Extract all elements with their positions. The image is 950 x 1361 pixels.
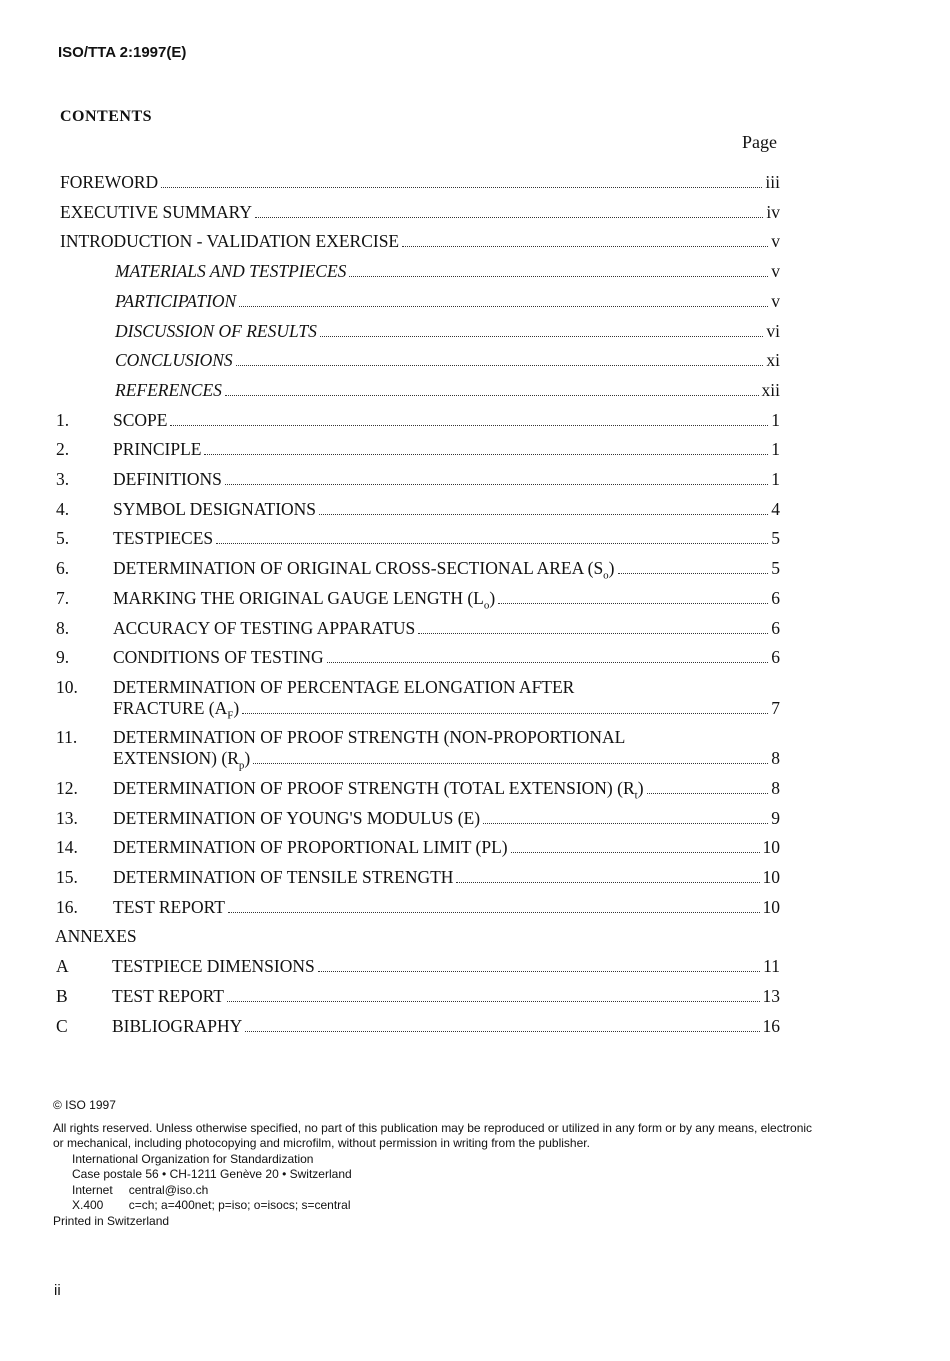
toc-entry-title-text: REFERENCES — [115, 379, 222, 400]
toc-entry-title — [113, 469, 222, 489]
toc-entry-title-suffix: ) — [233, 697, 240, 718]
toc-entry-leader-line — [115, 291, 780, 312]
toc-entry-leader-line — [113, 618, 780, 639]
toc-dot-leader — [255, 216, 763, 218]
printed-in-line: Printed in Switzerland — [53, 1213, 170, 1228]
toc-entry-title-text: DETERMINATION OF YOUNG'S MODULUS (E) — [113, 807, 481, 828]
toc-entry-number: 8. — [56, 617, 70, 638]
copyright-line: © ISO 1997 — [53, 1098, 116, 1112]
toc-entry-title — [113, 618, 415, 638]
toc-entry-leader-line — [115, 380, 780, 401]
toc-entry-leader-line — [113, 698, 780, 726]
toc-section-heading: ANNEXES — [55, 926, 137, 947]
toc-entry-leader-line — [113, 808, 780, 829]
toc-entry-page: 10 — [762, 867, 780, 887]
toc-entry-title-text: SCOPE — [113, 409, 168, 430]
toc-entry-page: 5 — [771, 528, 780, 549]
toc-entry-title — [113, 778, 644, 806]
toc-entry-title-text: DETERMINATION OF ORIGINAL CROSS-SECTIONAL AREA (S — [113, 558, 604, 579]
toc-entry-title-line-1: DETERMINATION OF PROOF STRENGTH (NON-PROPORTIONAL — [113, 727, 626, 748]
toc-entry-title — [115, 350, 233, 370]
toc-entry-subscript: o — [483, 599, 490, 612]
toc-entry-title — [115, 380, 222, 400]
toc-entry-leader-line — [112, 986, 780, 1007]
toc-dot-leader — [242, 712, 768, 714]
toc-entry-subscript: o — [603, 569, 609, 582]
toc-entry-title-text: PRINCIPLE — [113, 439, 202, 460]
toc-entry-title — [113, 808, 480, 828]
toc-dot-leader — [318, 970, 760, 972]
toc-entry-leader-line — [113, 499, 780, 520]
toc-entry-leader-line — [113, 837, 780, 858]
toc-entry-title-text: CONDITIONS OF TESTING — [113, 647, 324, 668]
toc-entry-title — [115, 321, 317, 341]
toc-entry-leader-line — [113, 528, 780, 549]
contact-table — [72, 1183, 367, 1214]
toc-entry-number: 11. — [56, 727, 78, 748]
toc-entry-title-text: TESTPIECES — [113, 528, 214, 549]
toc-entry-page: vi — [766, 320, 780, 341]
toc-entry-subscript: t — [634, 789, 638, 802]
toc-entry-title-text: TEST REPORT — [112, 985, 224, 1006]
toc-entry-title-suffix: ) — [489, 587, 496, 608]
toc-entry-title-text: CONCLUSIONS — [115, 350, 233, 371]
toc-dot-leader — [204, 453, 768, 455]
toc-entry-title — [112, 986, 224, 1006]
toc-entry-title — [60, 172, 158, 192]
toc-entry-page: xi — [766, 350, 780, 371]
toc-entry-title-text: TESTPIECE DIMENSIONS — [112, 956, 315, 977]
toc-entry-leader-line — [113, 558, 780, 586]
toc-entry-number: 3. — [56, 469, 70, 489]
toc-entry-page: 10 — [762, 837, 780, 858]
toc-entry-number: 10. — [56, 676, 78, 697]
toc-dot-leader — [225, 483, 768, 485]
internet-label: Internet — [72, 1182, 113, 1197]
toc-entry-page: 9 — [771, 807, 780, 828]
toc-dot-leader — [418, 632, 768, 634]
rights-text-line-1: All rights reserved. Unless otherwise specified, no part of this publication may be reproduced or utilized in any form or by any means, electronic — [53, 1120, 813, 1135]
toc-entry-leader-line — [113, 469, 780, 490]
toc-entry-page: 1 — [771, 409, 780, 430]
toc-entry-leader-line — [113, 588, 780, 616]
toc-entry-page: 13 — [762, 985, 780, 1006]
toc-entry-leader-line — [113, 748, 780, 776]
toc-dot-leader — [349, 275, 768, 277]
toc-entry-title — [113, 410, 167, 430]
toc-entry-page: 7 — [771, 697, 780, 718]
toc-dot-leader — [228, 911, 760, 913]
toc-entry-title — [112, 1016, 242, 1036]
toc-entry-page: 4 — [771, 498, 780, 519]
toc-dot-leader — [511, 851, 760, 853]
internet-value: central@iso.ch — [128, 1182, 209, 1197]
toc-dot-leader — [320, 335, 764, 337]
toc-entry-title-text: EXECUTIVE SUMMARY — [60, 201, 253, 222]
toc-dot-leader — [225, 394, 759, 396]
toc-entry-leader-line — [60, 231, 780, 252]
toc-entry-page: 1 — [771, 439, 780, 460]
toc-entry-number: B — [56, 985, 68, 1006]
toc-dot-leader — [253, 762, 768, 764]
toc-dot-leader — [327, 661, 769, 663]
toc-entry-number: 12. — [56, 777, 78, 798]
toc-entry-leader-line — [60, 172, 780, 193]
toc-entry-title — [113, 837, 508, 857]
toc-dot-leader — [647, 792, 769, 794]
toc-entry-title-text: SYMBOL DESIGNATIONS — [113, 498, 317, 519]
toc-entry-page: 16 — [762, 1015, 780, 1036]
toc-entry-title — [113, 867, 453, 887]
toc-entry-title-text: TEST REPORT — [113, 896, 225, 917]
toc-entry-leader-line — [112, 1016, 780, 1037]
toc-entry-leader-line — [115, 261, 780, 282]
toc-entry-title — [113, 698, 239, 726]
toc-dot-leader — [170, 424, 768, 426]
toc-entry-page: 1 — [771, 469, 780, 489]
toc-entry-number: 14. — [56, 837, 78, 858]
toc-entry-title — [115, 261, 346, 281]
toc-entry-title-text: MARKING THE ORIGINAL GAUGE LENGTH (L — [113, 587, 484, 608]
toc-dot-leader — [618, 572, 769, 574]
toc-entry-number: A — [56, 956, 69, 977]
toc-entry-number: 4. — [56, 498, 70, 519]
toc-entry-title — [115, 291, 236, 311]
toc-entry-leader-line — [113, 439, 780, 460]
contents-title: CONTENTS — [60, 108, 153, 125]
toc-entry-leader-line — [113, 410, 780, 431]
toc-dot-leader — [227, 1000, 760, 1002]
toc-entry-page: 10 — [762, 896, 780, 917]
toc-entry-title-text: FOREWORD — [60, 172, 159, 192]
toc-entry-page: iv — [766, 201, 780, 222]
toc-entry-title — [113, 439, 201, 459]
toc-entry-title-line-1: DETERMINATION OF PERCENTAGE ELONGATION AFTER — [113, 676, 575, 697]
toc-entry-page: v — [771, 231, 780, 252]
toc-entry-title-text: DISCUSSION OF RESULTS — [115, 320, 317, 341]
page-number: ii — [54, 1282, 61, 1299]
toc-entry-leader-line — [113, 778, 780, 806]
toc-entry-leader-line — [113, 897, 780, 918]
rights-text-line-2: or mechanical, including photocopying and microfilm, without permission in writing from the publisher. — [53, 1136, 590, 1150]
toc-entry-number: 16. — [56, 896, 78, 917]
toc-entry-page: 6 — [771, 617, 780, 638]
toc-entry-title-suffix: ) — [637, 777, 644, 798]
toc-dot-leader — [216, 542, 768, 544]
copyright-footer — [53, 1098, 812, 1229]
toc-entry-title — [112, 956, 315, 976]
page-column-label: Page — [742, 132, 777, 152]
toc-entry-leader-line — [115, 321, 780, 342]
toc-entry-title-suffix: ) — [244, 748, 251, 769]
toc-entry-title — [113, 897, 225, 917]
x400-label: X.400 — [72, 1198, 104, 1212]
toc-entry-page: 11 — [763, 956, 780, 977]
toc-entry-title — [113, 558, 615, 586]
toc-entry-title — [113, 499, 316, 519]
toc-entry-page: v — [771, 290, 780, 311]
toc-dot-leader — [319, 513, 768, 515]
toc-entry-title-text: PARTICIPATION — [115, 290, 237, 311]
toc-entry-number: C — [56, 1015, 68, 1036]
toc-entry-page: 8 — [771, 748, 780, 769]
toc-entry-title — [113, 588, 495, 616]
toc-dot-leader — [236, 364, 764, 366]
toc-entry-page: 8 — [771, 777, 780, 798]
toc-entry-number: 7. — [56, 587, 70, 608]
toc-entry-leader-line — [60, 202, 780, 223]
toc-dot-leader — [245, 1030, 759, 1032]
toc-entry-title — [60, 202, 252, 222]
toc-dot-leader — [239, 305, 768, 307]
toc-entry-number: 2. — [56, 439, 70, 460]
toc-entry-leader-line — [112, 956, 780, 977]
toc-entry-number: 13. — [56, 807, 78, 828]
toc-entry-number: 1. — [56, 409, 70, 430]
toc-entry-title-suffix: ) — [608, 558, 615, 579]
toc-entry-leader-line — [113, 867, 780, 888]
toc-entry-page: 6 — [771, 647, 780, 668]
toc-entry-title-text: FRACTURE (A — [113, 697, 228, 718]
toc-entry-title-text: INTRODUCTION - VALIDATION EXERCISE — [60, 231, 400, 252]
toc-dot-leader — [402, 245, 768, 247]
toc-entry-title — [113, 647, 324, 667]
toc-dot-leader — [161, 186, 762, 188]
toc-dot-leader — [483, 822, 768, 824]
toc-entry-title-text: DETERMINATION OF PROPORTIONAL LIMIT (PL) — [113, 837, 508, 858]
toc-entry-number: 15. — [56, 867, 78, 887]
toc-entry-title-text: DETERMINATION OF PROOF STRENGTH (TOTAL EXTENSION) (R — [113, 777, 635, 798]
toc-entry-title-text: DEFINITIONS — [113, 469, 222, 489]
toc-dot-leader — [456, 881, 759, 883]
toc-entry-page: 5 — [771, 558, 780, 579]
document-code: ISO/TTA 2:1997(E) — [58, 44, 187, 61]
toc-entry-leader-line — [115, 350, 780, 371]
toc-entry-title-text: DETERMINATION OF TENSILE STRENGTH — [113, 867, 454, 887]
toc-entry-title — [113, 748, 250, 776]
postal-address: Case postale 56 • CH-1211 Genève 20 • Switzerland — [72, 1167, 352, 1181]
toc-entry-title-text: MATERIALS AND TESTPIECES — [115, 261, 347, 282]
toc-entry-page: v — [771, 261, 780, 282]
toc-entry-leader-line — [113, 647, 780, 668]
x400-value: c=ch; a=400net; p=iso; o=isocs; s=central — [128, 1198, 351, 1212]
toc-entry-number: 5. — [56, 528, 70, 549]
organization-name: International Organization for Standardization — [72, 1151, 314, 1166]
toc-dot-leader — [498, 602, 768, 604]
toc-entry-title — [113, 528, 213, 548]
toc-entry-title — [60, 231, 399, 251]
toc-entry-number: 6. — [56, 558, 70, 579]
toc-entry-title-text: BIBLIOGRAPHY — [112, 1015, 243, 1036]
toc-entry-number: 9. — [56, 647, 70, 668]
toc-entry-page: iii — [765, 172, 780, 192]
toc-entry-subscript: F — [227, 709, 234, 722]
toc-entry-title-text: EXTENSION) (R — [113, 748, 239, 769]
toc-entry-subscript: p — [238, 759, 245, 772]
toc-entry-page: 6 — [771, 587, 780, 608]
toc-entry-page: xii — [761, 379, 780, 400]
toc-entry-title-text: ACCURACY OF TESTING APPARATUS — [113, 617, 416, 638]
